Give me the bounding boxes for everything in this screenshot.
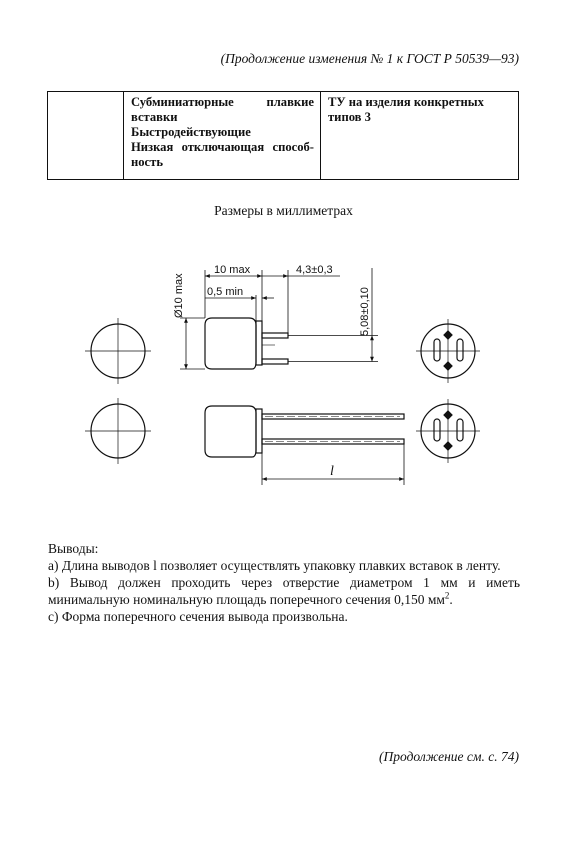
dim-pin-offset: 4,3±0,3: [296, 264, 333, 276]
dimensions-caption: Размеры в миллиметрах: [214, 203, 353, 218]
spec-line: ТУ на изделия конкретных: [328, 95, 484, 109]
description-line: Быстродействующие: [131, 125, 251, 139]
dim-width-max: 10 max: [214, 264, 251, 276]
front-view-top: [85, 318, 151, 384]
description-line: Низкая отключающая способ-: [131, 140, 314, 154]
dim-lead-length: l: [330, 464, 334, 479]
side-view-top: [205, 318, 288, 369]
note-c: c) Форма поперечного сечения вывода произвольна.: [48, 609, 348, 624]
spec-line: типов 3: [328, 110, 371, 124]
front-view-bottom: [85, 398, 151, 464]
header-reference: (Продолжение изменения № 1 к ГОСТ Р 50539—93): [220, 51, 519, 66]
notes-section: [48, 540, 520, 625]
note-b-superscript: 2: [444, 590, 450, 601]
dim-pin-spacing: 5,08±0,10: [359, 287, 371, 336]
rear-view-top: [416, 319, 480, 383]
side-view-bottom: [205, 406, 404, 457]
note-a: а) Длина выводов l позволяет осуществлять упаковку плавких вставок в ленту.: [48, 558, 501, 573]
note-b-end: .: [449, 592, 453, 607]
notes-title: Выводы:: [48, 541, 99, 556]
description-line: ность: [131, 155, 163, 169]
rear-view-bottom: [416, 399, 480, 463]
note-b: [48, 574, 520, 608]
note-b-text: b) Вывод должен проходить через отверстие диаметром 1 мм и иметь минимальную номинальную площадь поперечного сечения 0,150 мм: [48, 575, 520, 607]
dim-gap-min: 0,5 min: [207, 286, 244, 298]
footer-reference: (Продолжение см. с. 74): [379, 749, 519, 764]
dim-diameter: Ø10 max: [173, 273, 185, 318]
description-line: вставки: [131, 110, 178, 124]
description-line: Субминиатюрные плавкие: [131, 95, 314, 109]
